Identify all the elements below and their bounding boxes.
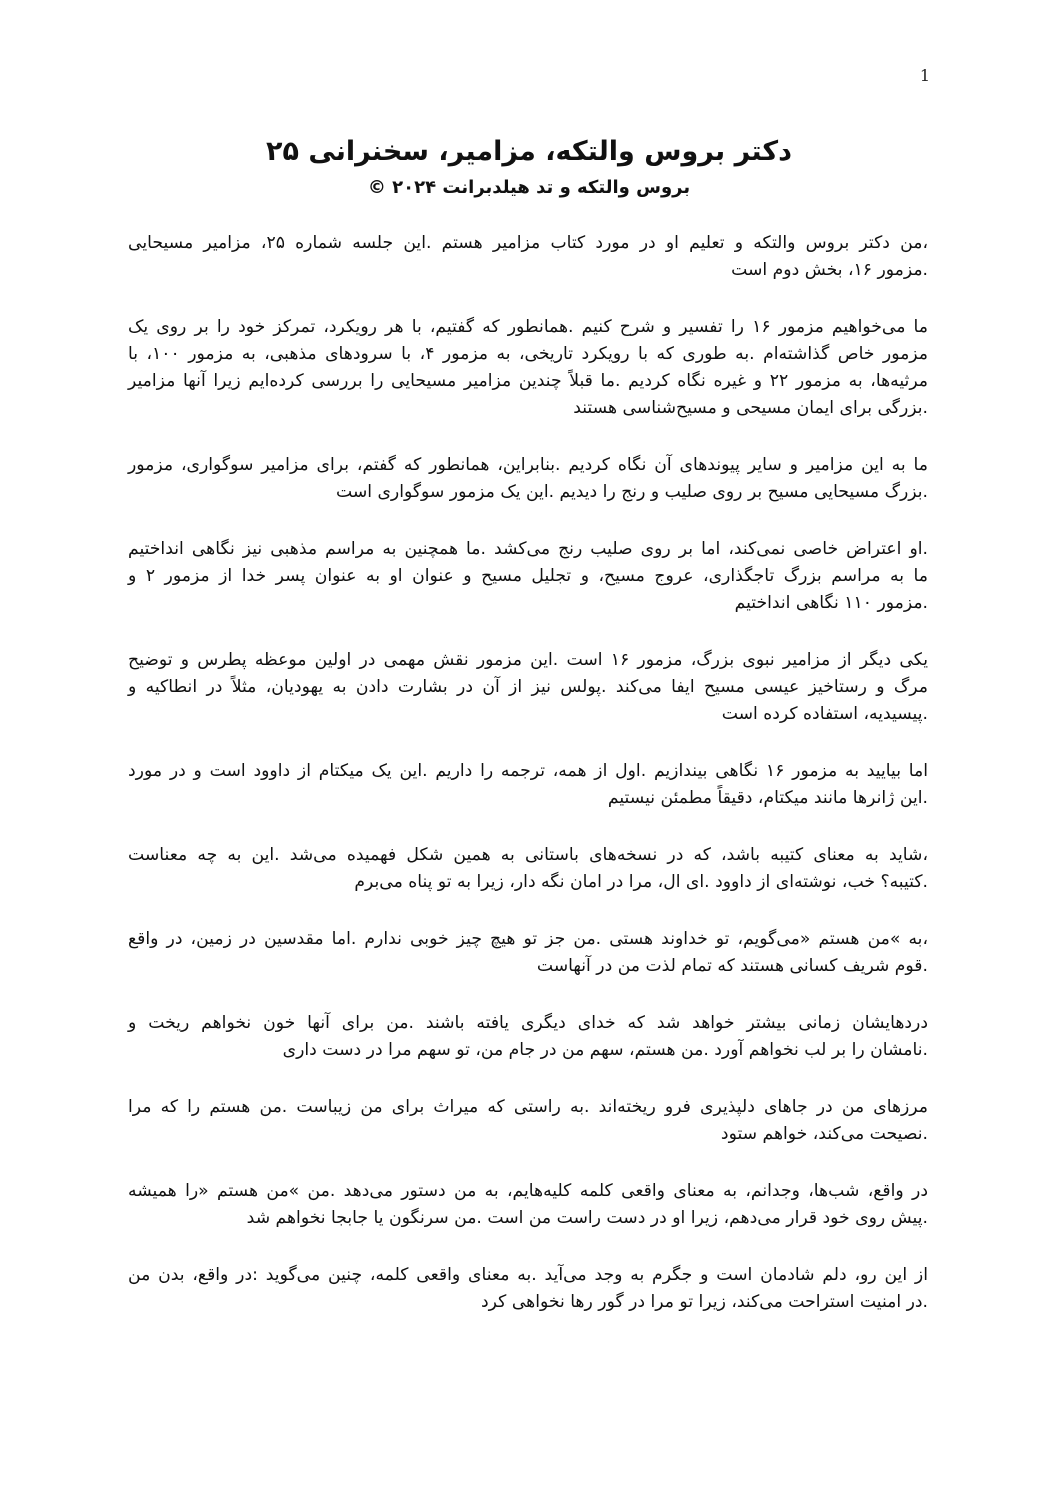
paragraph-line: .بزرگی برای ایمان مسیحی و مسیح‌شناسی هستند bbox=[573, 398, 928, 418]
paragraph-line: اما بیایید به مزمور ۱۶ نگاهی بیندازیم .اول از همه، ترجمه را داریم .این یک میکتام از داوود است و در مورد bbox=[128, 761, 928, 781]
paragraph-line: ،من دکتر بروس والتکه و تعلیم او در مورد کتاب مزامیر هستم .این جلسه شماره ۲۵، مزامیر مسیحایی bbox=[128, 233, 928, 253]
paragraph-line: ،شاید به معنای کتیبه باشد، که در نسخه‌های باستانی به همین شکل فهمیده می‌شد .این به چه معناست bbox=[128, 845, 928, 865]
paragraph-line: یکی دیگر از مزامیر نبوی بزرگ، مزمور ۱۶ است .این مزمور نقش مهمی در اولین موعظه پطرس و توضیح bbox=[128, 650, 928, 670]
paragraph-line: .کتیبه؟ خب، نوشته‌ای از داوود .ای ال، مرا در امان نگه دار، زیرا به تو پناه می‌برم bbox=[354, 872, 928, 892]
document-header bbox=[0, 132, 1058, 202]
paragraph-line: در واقع، شب‌ها، وجدانم، به معنای واقعی کلمه کلیه‌هایم، به من دستور می‌دهد .من »من هستم «را همیشه bbox=[128, 1181, 928, 1201]
paragraph bbox=[128, 1094, 928, 1148]
paragraph-line: مرزهای من در جاهای دلپذیری فرو ریخته‌اند .به راستی که میراث برای من زیباست .من هستم را که مرا bbox=[128, 1097, 928, 1117]
paragraph-line: ما به مراسم بزرگ تاجگذاری، عروج مسیح، و تجلیل مسیح و عنوان او به عنوان پسر خدا از مزمور ۲ و bbox=[128, 566, 928, 586]
paragraph bbox=[128, 314, 928, 422]
paragraph-line: .در امنیت استراحت می‌کند، زیرا تو مرا در گور رها نخواهی کرد bbox=[481, 1292, 928, 1312]
paragraph-line: دردهایشان زمانی بیشتر خواهد شد که خدای دیگری یافته باشند .من برای آنها خون نخواهم ریخت و bbox=[128, 1013, 928, 1033]
paragraph-line: .نصیحت می‌کند، خواهم ستود bbox=[720, 1124, 928, 1144]
paragraph bbox=[128, 926, 928, 980]
paragraph bbox=[128, 452, 928, 506]
paragraph-line: مرثیه‌ها، به مزمور ۲۲ و غیره نگاه کردیم .ما قبلاً چندین مزامیر مسیحایی را بررسی کرده‌ایم زیرا آنها مزامیر bbox=[128, 371, 929, 391]
paragraph-line: .قوم شریف کسانی هستند که تمام لذت من در آنهاست bbox=[536, 956, 928, 976]
paragraph bbox=[128, 230, 928, 284]
paragraph bbox=[128, 1262, 928, 1316]
document-subtitle: بروس والتکه و تد هیلدبرانت ۲۰۲۴ © bbox=[367, 177, 691, 198]
paragraph-line: .پیسیدیه، استفاده کرده است bbox=[721, 704, 928, 724]
paragraph bbox=[128, 1178, 928, 1232]
paragraph bbox=[128, 1010, 928, 1064]
paragraph-line: ما به این مزامیر و سایر پیوندهای آن نگاه کردیم .بنابراین، همانطور که گفتم، برای مزامیر سوگواری، مزمور bbox=[128, 455, 928, 475]
paragraph-line: ما می‌خواهیم مزمور ۱۶ را تفسیر و شرح کنیم .همانطور که گفتیم، با هر رویکرد، تمرکز خود را بر روی یک bbox=[128, 317, 928, 337]
paragraph bbox=[128, 536, 928, 617]
paragraph-line: .پیش روی خود قرار می‌دهم، زیرا او در دست راست من است .من سرنگون یا جابجا نخواهم شد bbox=[246, 1208, 928, 1228]
paragraph bbox=[128, 758, 928, 812]
paragraph-line: .او اعتراض خاصی نمی‌کند، اما بر روی صلیب رنج می‌کشد .ما همچنین به مراسم مذهبی نیز نگاهی انداختیم bbox=[128, 539, 928, 559]
paragraph-line: .مزمور ۱۱۰ نگاهی انداختیم bbox=[734, 593, 928, 613]
paragraph-line: .این ژانرها مانند میکتام، دقیقاً مطمئن نیستیم bbox=[607, 788, 928, 808]
paragraph-line: از این رو، دلم شادمان است و جگرم به وجد می‌آید .به معنای واقعی کلمه، چنین می‌گوید :در واقع، بدن من bbox=[128, 1265, 928, 1285]
paragraph-line: .بزرگ مسیحایی مسیح بر روی صلیب و رنج را دیدیم .این یک مزمور سوگواری است bbox=[335, 482, 928, 502]
paragraph-line: مزمور خاص گذاشته‌ام .به طوری که با رویکرد تاریخی، به مزمور ۴، با سرودهای مذهبی، به مزمور ۱۰۰، با bbox=[128, 344, 928, 364]
paragraph bbox=[128, 647, 928, 728]
document-body bbox=[128, 230, 928, 1346]
paragraph-line: مرگ و رستاخیز عیسی مسیح ایفا می‌کند .پولس نیز از آن در بشارت دادن به یهودیان، مثلاً در انطاکیه و bbox=[128, 677, 928, 697]
document-title: دکتر بروس والتکه، مزامیر، سخنرانی ۲۵ bbox=[266, 136, 792, 167]
paragraph bbox=[128, 842, 928, 896]
paragraph-line: .نامشان را بر لب نخواهم آورد .من هستم، سهم من در جام من، تو سهم مرا در دست داری bbox=[282, 1040, 928, 1060]
paragraph-line: .مزمور ۱۶، بخش دوم است bbox=[731, 260, 928, 280]
page-number: 1 bbox=[919, 66, 930, 85]
paragraph-line: ،به »من هستم «می‌گویم، تو خداوند هستی .من جز تو هیچ چیز خوبی ندارم .اما مقدسین در زمین، در واقع bbox=[128, 929, 928, 949]
